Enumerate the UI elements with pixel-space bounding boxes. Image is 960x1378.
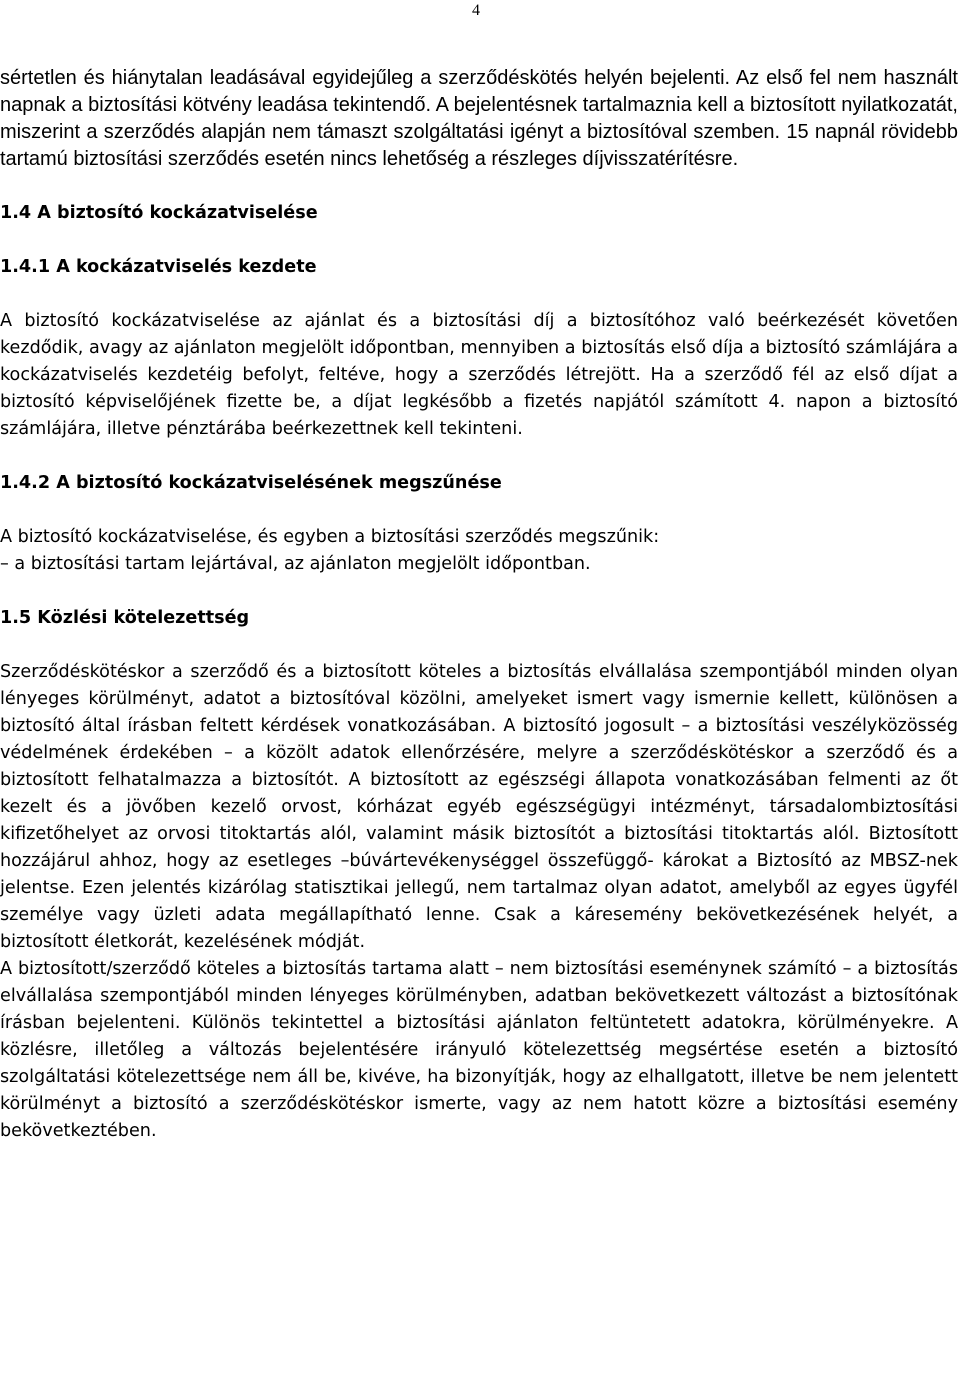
paragraph-1-4-2-line-2: – a biztosítási tartam lejártával, az ajánlaton megjelölt időpontban.: [0, 554, 591, 574]
paragraph-1-5-a: Szerződéskötéskor a szerződő és a biztosított köteles a biztosítás elvállalása szempontjából minden olyan lényeges körülményt, adatot a biztosítóval közölni, amelyeket ismert vagy ismernie kellett, különösen a biztosító által írásban feltett kérdések vonatkozásában. A biztosító jogosult – a biztosítási veszélyközösség védelmének érdekében – a közölt adatok ellenőrzésére, melyre a szerződéskötéskor a szerződő és a biztosított felhatalmazza a biztosítót. A biztosított az egészségi állapota vonatkozásában felmenti az őt kezelt és a jövőben kezelő orvost, kórházat egyéb egészségügyi intézményt, társadalombiztosítási kifizetőhelyet az orvosi titoktartás alól, valamint másik biztosítót a biztosítási titoktartás alól. Biztosított hozzájárul ahhoz, hogy az esetleges –búvártevékenységgel összefüggő- károkat a Biztosító az MBSZ-nek jelentse. Ezen jelentés kizárólag statisztikai jellegű, nem tartalmaz olyan adatot, amelyből az egyes ügyfél személye vagy üzleti adata megállapítható lenne. Csak a káresemény bekövetkezésének helyét, a biztosított életkorát, kezelésének módját.: [0, 662, 958, 952]
paragraph-1-4-2-line-1: A biztosító kockázatviselése, és egyben a biztosítási szerződés megszűnik:: [0, 527, 660, 547]
page-number: 4: [472, 2, 480, 19]
intro-paragraph: sértetlen és hiánytalan leadásával egyidejűleg a szerződéskötés helyén bejelenti. Az első fel nem használt napnak a biztosítási kötvény leadása tekintendő. A bejelentésnek tartalmaznia kell a biztosított nyilatkozatát, miszerint a szerződés alapján nem támaszt szolgáltatási igényt a biztosítóval szemben. 15 napnál rövidebb tartamú biztosítási szerződés esetén nincs lehetőség a részleges díjvisszatérítésre.: [0, 67, 958, 170]
section-heading-1-5: 1.5 Közlési kötelezettség: [0, 608, 250, 628]
document-body: [0, 65, 958, 1145]
paragraph-1-5-b: A biztosított/szerződő köteles a biztosítás tartama alatt – nem biztosítási eseménynek számító – a biztosítás elvállalása szempontjából minden lényeges körülményben, adatban bekövetkezett változást a biztosítónak írásban bejelenteni. Különös tekintettel a biztosítási ajánlaton feltüntetett adatokra, körülményekre. A közlésre, illetőleg a változás bejelentésére irányuló kötelezettség megsértése esetén a biztosító szolgáltatási kötelezettsége nem áll be, kivéve, ha bizonyítják, hogy az elhallgatott, illetve be nem jelentett körülményt a biztosító a szerződéskötéskor ismerte, vagy az nem hatott közre a biztosítási esemény bekövetkeztében.: [0, 959, 958, 1141]
section-heading-1-4: 1.4 A biztosító kockázatviselése: [0, 203, 318, 223]
section-heading-1-4-2: 1.4.2 A biztosító kockázatviselésének megszűnése: [0, 473, 502, 493]
paragraph-1-4-1: A biztosító kockázatviselése az ajánlat és a biztosítási díj a biztosítóhoz való beérkezését követően kezdődik, avagy az ajánlaton megjelölt időpontban, mennyiben a biztosítás első díja a biztosító számlájára a kockázatviselés kezdetéig befolyt, feltéve, hogy a szerződés létrejött. Ha a szerződő fél az első díjat a biztosító képviselőjének fizette be, a díjat legkésőbb a fizetés napjától számított 4. napon a biztosító számlájára, illetve pénztárába beérkezettnek kell tekinteni.: [0, 311, 958, 439]
section-heading-1-4-1: 1.4.1 A kockázatviselés kezdete: [0, 257, 317, 277]
